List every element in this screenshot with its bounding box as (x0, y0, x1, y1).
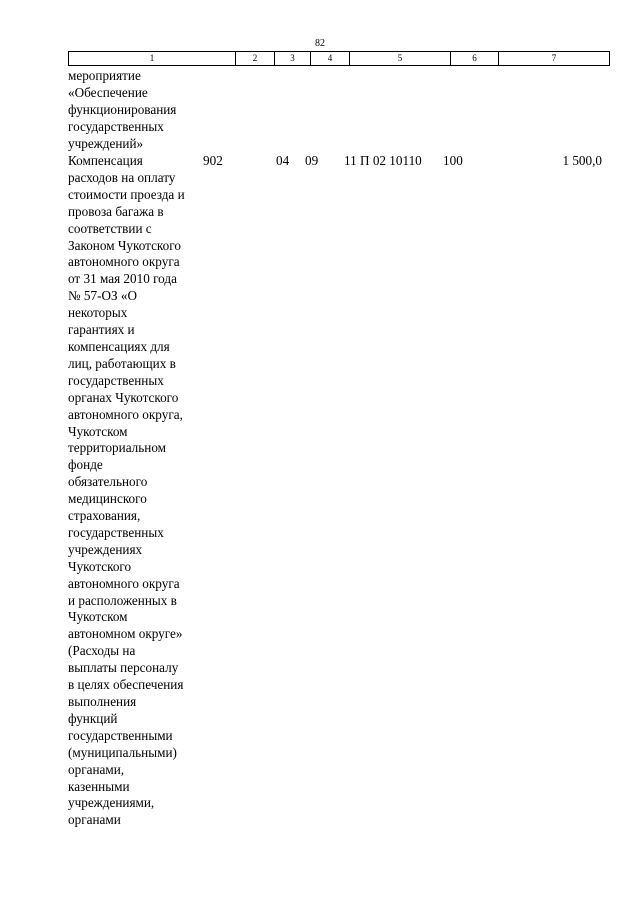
row-name-line: выплаты персоналу (68, 660, 179, 676)
continued-row-name (68, 68, 208, 153)
header-col-4: 4 (311, 52, 350, 66)
column-number-header (68, 51, 610, 66)
header-col-5: 5 (350, 52, 451, 66)
row-name-line: автономного округа (68, 254, 180, 270)
target-article-code: 11 П 02 10110 (344, 153, 422, 168)
header-col-1: 1 (69, 52, 236, 66)
row-name-line: государственных (68, 372, 164, 388)
row-name (68, 153, 208, 829)
row-name-line: (Расходы на (68, 643, 136, 659)
row-name-line: некоторых (68, 305, 128, 321)
row-name-line: Законом Чукотского (68, 237, 181, 253)
row-name-line: обязательного (68, 474, 148, 490)
row-name-line: гарантиях и (68, 322, 135, 338)
header-col-7: 7 (499, 52, 610, 66)
continued-line: «Обеспечение (68, 84, 148, 100)
row-name-line: автономном округе» (68, 626, 183, 642)
row-name-line: органах Чукотского (68, 389, 179, 405)
row-name-line: медицинского (68, 491, 147, 507)
row-name-line: провоза багажа в (68, 203, 164, 219)
row-name-line: органами (68, 812, 121, 828)
row-name-line: в целях обеспечения (68, 677, 184, 693)
header-col-6: 6 (451, 52, 499, 66)
row-name-line: фонде (68, 457, 103, 473)
row-name-line: от 31 мая 2010 года (68, 271, 177, 287)
row-name-line: Компенсация (68, 153, 143, 168)
row-name-line: учреждениях (68, 541, 143, 557)
page-number: 82 (315, 38, 325, 49)
row-name-line: № 57-ОЗ «О (68, 288, 138, 304)
row-name-line: государственными (68, 727, 173, 743)
row-name-line: лиц, работающих в (68, 355, 176, 371)
amount: 1 500,0 (562, 153, 602, 168)
row-name-line: Чукотском (68, 423, 128, 439)
header-col-3: 3 (275, 52, 311, 66)
expense-type-code: 100 (443, 153, 463, 168)
row-name-line: автономного округа (68, 575, 180, 591)
continued-line: учреждений» (68, 135, 144, 151)
podrazdel-code: 09 (305, 153, 319, 168)
row-name-line: органами, (68, 761, 125, 777)
continued-line: функционирования (68, 101, 177, 117)
razdel-code: 04 (276, 153, 290, 168)
row-name-line: учреждениями, (68, 795, 155, 811)
row-name-line: страхования, (68, 508, 141, 524)
row-name-line: соответствии с (68, 220, 152, 236)
row-name-line: выполнения (68, 694, 137, 709)
row-name-line: расходов на оплату (68, 169, 176, 185)
row-name-line: (муниципальными) (68, 744, 177, 760)
row-name-line: Чукотском (68, 609, 128, 625)
row-name-line: территориальном (68, 440, 167, 456)
row-name-line: казенными (68, 778, 130, 794)
row-name-line: стоимости проезда и (68, 186, 185, 202)
continued-line: государственных (68, 118, 164, 134)
row-name-line: автономного округа, (68, 406, 183, 422)
row-name-line: государственных (68, 524, 164, 540)
row-name-line: компенсациях для (68, 338, 170, 354)
row-name-line: и расположенных в (68, 592, 177, 608)
header-col-2: 2 (236, 52, 275, 66)
continued-line: мероприятие (68, 68, 141, 83)
row-name-line: Чукотского (68, 558, 132, 574)
row-name-line: функций (68, 710, 118, 726)
grbs-code: 902 (203, 153, 223, 168)
